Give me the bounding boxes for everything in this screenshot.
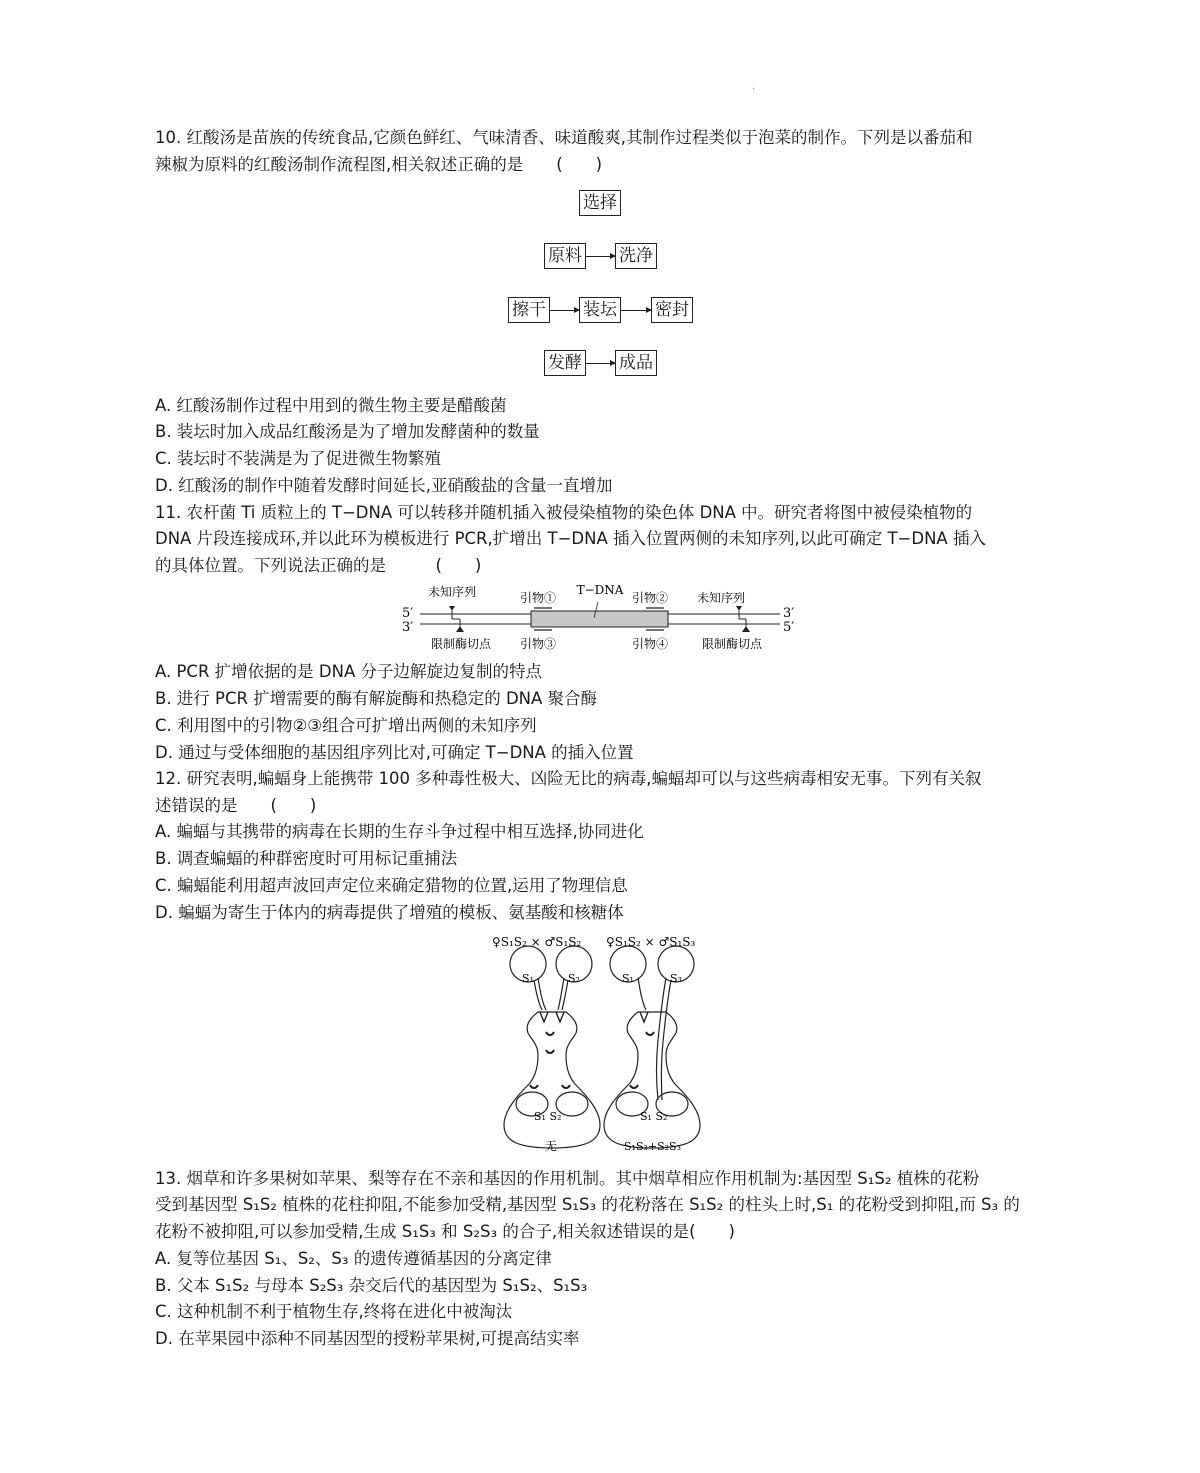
right-3prime: 3′ — [783, 606, 795, 621]
primer2-label: 引物② — [632, 591, 669, 605]
tdna-label: T−DNA — [576, 583, 624, 597]
flow-jar-box: 装坛 — [579, 297, 621, 323]
pollen-s1-left: S₁ — [522, 972, 534, 985]
unknown-seq-left: 未知序列 — [428, 585, 477, 599]
q13-option-a: A. 复等位基因 S₁、S₂、S₃ 的遗传遵循基因的分离定律 — [155, 1249, 552, 1268]
q10-stem-line2: 辣椒为原料的红酸汤制作流程图,相关叙述正确的是 ( ) — [155, 155, 603, 174]
q11-option-a: A. PCR 扩增依据的是 DNA 分子边解旋边复制的特点 — [155, 662, 542, 681]
q10-option-d: D. 红酸汤的制作中随着发酵时间延长,亚硝酸盐的含量一直增加 — [155, 476, 613, 495]
q13-option-c: C. 这种机制不利于植物生存,终将在进化中被淘汰 — [155, 1302, 513, 1321]
pollen-s2-left: S₂ — [568, 972, 580, 985]
flow-arrow — [586, 256, 615, 257]
unknown-seq-right: 未知序列 — [697, 591, 746, 605]
q12-option-a: A. 蝙蝠与其携带的病毒在长期的生存斗争过程中相互选择,协同进化 — [155, 822, 644, 841]
pollination-diagram — [490, 930, 720, 1160]
ovule-right-label: S₁ S₂ — [640, 1110, 668, 1123]
q10-option-a: A. 红酸汤制作过程中用到的微生物主要是醋酸菌 — [155, 396, 507, 415]
q11-stem-line1: 11. 农杆菌 Ti 质粒上的 T−DNA 可以转移并随机插入被侵染植物的染色体 DNA 中。研究者将图中被侵染植物的 — [155, 503, 973, 522]
restriction-left: 限制酶切点 — [431, 637, 492, 651]
q12-option-d: D. 蝙蝠为寄生于体内的病毒提供了增殖的模板、氨基酸和核糖体 — [155, 903, 624, 922]
q13-option-b: B. 父本 S₁S₂ 与母本 S₂S₃ 杂交后代的基因型为 S₁S₂、S₁S₃ — [155, 1276, 588, 1295]
q10-option-b: B. 装坛时加入成品红酸汤是为了增加发酵菌种的数量 — [155, 422, 540, 441]
flow-product-box: 成品 — [615, 350, 657, 376]
q12-option-b: B. 调查蝙蝠的种群密度时可用标记重捕法 — [155, 849, 458, 868]
q11-option-d: D. 通过与受体细胞的基因组序列比对,可确定 T−DNA 的插入位置 — [155, 743, 634, 762]
primer4-label: 引物④ — [632, 637, 669, 651]
q11-option-b: B. 进行 PCR 扩增需要的酶有解旋酶和热稳定的 DNA 聚合酶 — [155, 689, 598, 708]
flow-arrow — [621, 310, 651, 311]
q11-option-c: C. 利用图中的引物②③组合可扩增出两侧的未知序列 — [155, 716, 537, 735]
pollen-s1-right: S₁ — [622, 972, 634, 985]
q10-stem-line1: 10. 红酸汤是苗族的传统食品,它颜色鲜红、气味清香、味道酸爽,其制作过程类似于泡菜的制作。下列是以番茄和 — [155, 128, 973, 147]
q11-stem-line3: 的具体位置。下列说法正确的是 ( ) — [155, 556, 482, 575]
primer1-label: 引物① — [520, 591, 557, 605]
q12-option-c: C. 蝙蝠能利用超声波回声定位来确定猎物的位置,运用了物理信息 — [155, 876, 628, 895]
tdna-diagram — [400, 580, 800, 658]
q10-option-c: C. 装坛时不装满是为了促进微生物繁殖 — [155, 449, 442, 468]
q12-stem-line2: 述错误的是 ( ) — [155, 796, 317, 815]
q13-stem-line1: 13. 烟草和许多果树如苹果、梨等存在不亲和基因的作用机制。其中烟草相应作用机制为:基因型 S₁S₂ 植株的花粉 — [155, 1169, 980, 1188]
primer3-label: 引物③ — [520, 637, 557, 651]
q13-stem-line3: 花粉不被抑阻,可以参加受精,生成 S₁S₃ 和 S₂S₃ 的合子,相关叙述错误的是( ) — [155, 1222, 735, 1241]
right-5prime: 5′ — [783, 620, 795, 635]
cross-right-label: ♀S₁S₂ × ♂S₁S₃ — [606, 935, 696, 949]
q13-stem-line2: 受到基因型 S₁S₂ 植株的花柱抑阻,不能参加受精,基因型 S₁S₃ 的花粉落在 S₁S₂ 的柱头上时,S₁ 的花粉受到抑阻,而 S₃ 的 — [155, 1195, 1020, 1214]
restriction-right: 限制酶切点 — [702, 637, 763, 651]
q12-stem-line1: 12. 研究表明,蝙蝠身上能携带 100 多种毒性极大、凶险无比的病毒,蝙蝠却可以与这些病毒相安无事。下列有关叙 — [155, 769, 982, 788]
result-left-label: 无 — [545, 1139, 558, 1153]
left-5prime: 5′ — [402, 606, 414, 621]
pollen-s3-right: S₃ — [670, 972, 682, 985]
flow-ferment-box: 发酵 — [544, 350, 586, 376]
flow-select-box: 选择 — [579, 190, 621, 216]
q11-stem-line2: DNA 片段连接成环,并以此环为模板进行 PCR,扩增出 T−DNA 插入位置两侧的未知序列,以此可确定 T−DNA 插入 — [155, 529, 986, 548]
left-3prime: 3′ — [402, 620, 414, 635]
result-right-label: S₁S₃+S₂S₃ — [624, 1140, 681, 1153]
flow-seal-box: 密封 — [651, 297, 693, 323]
flow-raw-box: 原料 — [544, 243, 586, 269]
flow-wash-box: 洗净 — [615, 243, 657, 269]
ovule-left-label: S₁ S₂ — [534, 1110, 562, 1123]
flow-dry-box: 擦干 — [508, 297, 550, 323]
cross-left-label: ♀S₁S₂ × ♂S₁S₂ — [492, 935, 582, 949]
flow-arrow — [586, 363, 615, 364]
q13-option-d: D. 在苹果园中添种不同基因型的授粉苹果树,可提高结实率 — [155, 1329, 580, 1348]
flow-arrow — [550, 310, 579, 311]
page-dot: · — [752, 84, 756, 95]
